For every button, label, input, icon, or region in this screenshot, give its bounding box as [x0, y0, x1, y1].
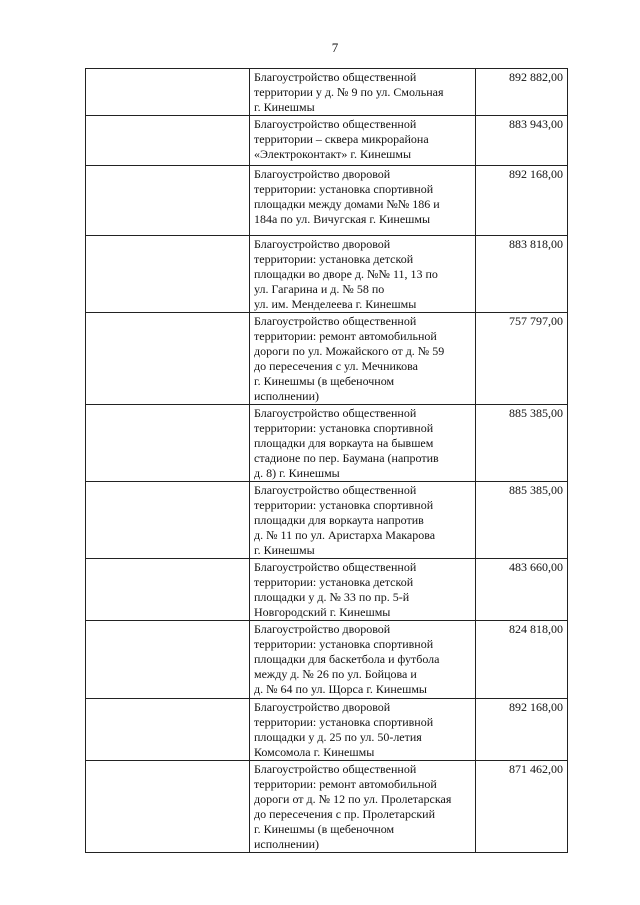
description-cell	[250, 166, 476, 236]
description-line: «Электроконтакт» г. Кинешмы	[254, 147, 412, 161]
table-row	[86, 621, 568, 699]
description-line: Благоустройство общественной	[254, 70, 417, 84]
empty-cell	[86, 116, 250, 166]
description-line: исполнении)	[254, 389, 320, 403]
description-line: территории: установка спортивной	[254, 182, 434, 196]
description-line: д. № 64 по ул. Щорса г. Кинешмы	[254, 682, 427, 696]
projects-table-body	[86, 69, 568, 853]
empty-cell	[86, 236, 250, 313]
description-line: площадки во дворе д. №№ 11, 13 по	[254, 267, 438, 281]
description-cell	[250, 559, 476, 621]
description-line: Благоустройство общественной	[254, 560, 417, 574]
amount-cell: 892 168,00	[476, 699, 568, 761]
projects-table	[85, 68, 568, 853]
description-line: площадки у д. 25 по ул. 50-летия	[254, 730, 422, 744]
amount-cell: 871 462,00	[476, 761, 568, 853]
table-row	[86, 116, 568, 166]
description-line: территории: ремонт автомобильной	[254, 777, 437, 791]
amount-cell: 892 168,00	[476, 166, 568, 236]
description-line: Благоустройство общественной	[254, 406, 417, 420]
description-line: площадки для воркаута на бывшем	[254, 436, 434, 450]
description-line: территории: установка спортивной	[254, 421, 434, 435]
description-line: стадионе по пер. Баумана (напротив	[254, 451, 439, 465]
description-line: территории у д. № 9 по ул. Смольная	[254, 85, 444, 99]
empty-cell	[86, 761, 250, 853]
description-line: Благоустройство общественной	[254, 314, 417, 328]
description-cell	[250, 699, 476, 761]
description-line: до пересечения с пр. Пролетарский	[254, 807, 435, 821]
description-line: исполнении)	[254, 837, 320, 851]
table-row	[86, 761, 568, 853]
description-line: до пересечения с ул. Мечникова	[254, 359, 418, 373]
description-line: площадки для баскетбола и футбола	[254, 652, 440, 666]
description-line: территории: установка детской	[254, 252, 414, 266]
description-line: Благоустройство дворовой	[254, 237, 391, 251]
description-line: д. № 11 по ул. Аристарха Макарова	[254, 528, 436, 542]
table-row	[86, 405, 568, 482]
description-line: 184а по ул. Вичугская г. Кинешмы	[254, 212, 431, 226]
amount-cell: 757 797,00	[476, 313, 568, 405]
description-line: Благоустройство дворовой	[254, 700, 391, 714]
amount-cell: 883 943,00	[476, 116, 568, 166]
description-line: г. Кинешмы	[254, 100, 315, 114]
table-row	[86, 482, 568, 559]
empty-cell	[86, 69, 250, 116]
table-row	[86, 166, 568, 236]
description-line: площадки для воркаута напротив	[254, 513, 424, 527]
description-line: г. Кинешмы	[254, 543, 315, 557]
empty-cell	[86, 166, 250, 236]
table-row	[86, 699, 568, 761]
description-line: Благоустройство общественной	[254, 117, 417, 131]
description-line: территории: установка спортивной	[254, 637, 434, 651]
description-line: территории: установка спортивной	[254, 715, 434, 729]
description-line: территории: установка спортивной	[254, 498, 434, 512]
description-line: Благоустройство общественной	[254, 762, 417, 776]
description-line: г. Кинешмы (в щебеночном	[254, 822, 395, 836]
amount-cell: 885 385,00	[476, 405, 568, 482]
description-cell	[250, 621, 476, 699]
description-cell	[250, 69, 476, 116]
table-row	[86, 69, 568, 116]
empty-cell	[86, 699, 250, 761]
table-row	[86, 559, 568, 621]
description-cell	[250, 236, 476, 313]
description-line: д. 8) г. Кинешмы	[254, 466, 340, 480]
description-line: территории – сквера микрорайона	[254, 132, 429, 146]
description-line: Благоустройство общественной	[254, 483, 417, 497]
description-line: дороги по ул. Можайского от д. № 59	[254, 344, 445, 358]
empty-cell	[86, 559, 250, 621]
description-cell	[250, 116, 476, 166]
empty-cell	[86, 405, 250, 482]
description-line: площадки между домами №№ 186 и	[254, 197, 440, 211]
page-number: 7	[331, 40, 339, 55]
table-row	[86, 313, 568, 405]
description-line: между д. № 26 по ул. Бойцова и	[254, 667, 417, 681]
amount-cell: 483 660,00	[476, 559, 568, 621]
table-row	[86, 236, 568, 313]
description-line: ул. им. Менделеева г. Кинешмы	[254, 297, 417, 311]
description-line: площадки у д. № 33 по пр. 5-й	[254, 590, 410, 604]
description-line: ул. Гагарина и д. № 58 по	[254, 282, 385, 296]
description-cell	[250, 313, 476, 405]
description-line: г. Кинешмы (в щебеночном	[254, 374, 395, 388]
amount-cell: 824 818,00	[476, 621, 568, 699]
description-cell	[250, 482, 476, 559]
description-line: территории: ремонт автомобильной	[254, 329, 437, 343]
empty-cell	[86, 482, 250, 559]
description-line: территории: установка детской	[254, 575, 414, 589]
empty-cell	[86, 621, 250, 699]
description-line: Благоустройство дворовой	[254, 167, 391, 181]
description-cell	[250, 405, 476, 482]
description-cell	[250, 761, 476, 853]
description-line: Новгородский г. Кинешмы	[254, 605, 391, 619]
amount-cell: 892 882,00	[476, 69, 568, 116]
amount-cell: 885 385,00	[476, 482, 568, 559]
description-line: Комсомола г. Кинешмы	[254, 745, 375, 759]
empty-cell	[86, 313, 250, 405]
amount-cell: 883 818,00	[476, 236, 568, 313]
description-line: дороги от д. № 12 по ул. Пролетарская	[254, 792, 452, 806]
description-line: Благоустройство дворовой	[254, 622, 391, 636]
